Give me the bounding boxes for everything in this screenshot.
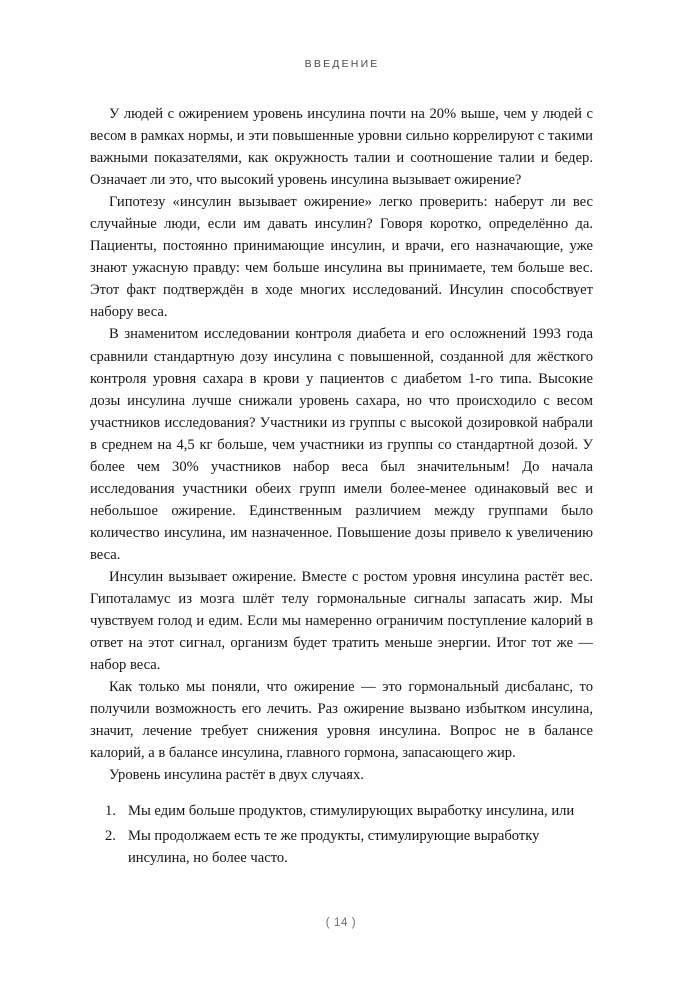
list-item-marker: 1. <box>105 803 116 819</box>
paragraph: Как только мы поняли, что ожирение — это гормональный дисбаланс, то получили возможность его лечить. Раз ожирение вызвано избытком инсулина, значит, лечение требует снижения уровня инсулина. Вопрос не в балансе калорий, а в балансе инсулина, главного гормона, запасающего жир. <box>90 679 593 762</box>
list-item-marker: 2. <box>105 827 116 844</box>
numbered-list <box>105 800 595 872</box>
list-item <box>105 825 595 870</box>
paragraph: Уровень инсулина растёт в двух случаях. <box>109 767 364 784</box>
running-head: ВВЕДЕНИЕ <box>304 58 380 70</box>
list-item-text: Мы продолжаем есть те же продукты, стимулирующие выработку инсулина, но более часто. <box>128 827 540 866</box>
body-text-block <box>90 103 593 786</box>
page-number: ( 14 ) <box>325 917 357 929</box>
paragraph: Инсулин вызывает ожирение. Вместе с ростом уровня инсулина растёт вес. Гипоталамус из мозга шлёт телу гормональные сигналы запасать жир. Мы чувствуем голод и едим. Если мы намеренно ограничим поступление калорий в ответ на этот сигнал, организм будет тратить меньше энергии. Итог тот же — набор веса. <box>90 568 593 674</box>
paragraph: Гипотезу «инсулин вызывает ожирение» легко проверить: наберут ли вес случайные люди, если им давать инсулин? Говоря коротко, определённо да. Пациенты, постоянно принимающие инсулин, и врачи, его назначающие, уже знают ужасную правду: чем больше инсулина вы принимаете, тем больше вес. Этот факт подтверждён в ходе многих исследований. Инсулин способствует набору веса. <box>90 194 593 321</box>
list-item-text: Мы едим больше продуктов, стимулирующих выработку инсулина, или <box>128 803 575 819</box>
paragraph: В знаменитом исследовании контроля диабета и его осложнений 1993 года сравнили стандартную дозу инсулина с повышенной, созданной для жёсткого контроля уровня сахара в крови у пациентов с диабетом 1-го типа. Высокие дозы инсулина лучше снижали уровень сахара, но что происходило с весом участников исследования? Участники из группы с высокой дозировкой набрали в среднем на 4,5 кг больше, чем участники из группы со стандартной дозой. У более чем 30% участников набор веса был значительным! До начала исследования участники обеих групп имели более-менее одинаковый вес и небольшое ожирение. Единственным различием между группами было количество инсулина, им назначенное. Повышение дозы привело к увеличению веса. <box>90 326 593 563</box>
paragraph: У людей с ожирением уровень инсулина почти на 20% выше, чем у людей с весом в рамках нормы, и эти повышенные уровни сильно коррелируют с такими важными показателями, как окружность талии и соотношение талии и бедер. Означает ли это, что высокий уровень инсулина вызывает ожирение? <box>90 106 593 189</box>
list-item <box>105 800 595 823</box>
